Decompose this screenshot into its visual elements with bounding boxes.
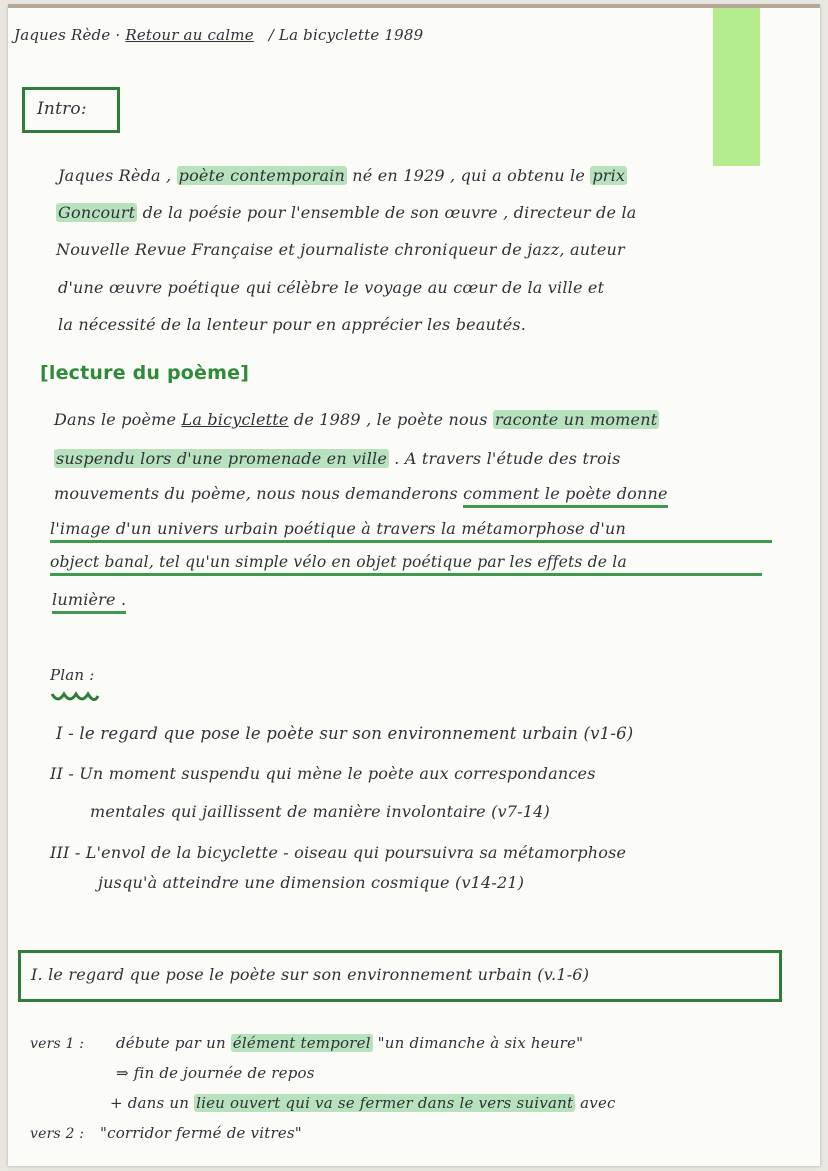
header-author: Jaques Rède · [14, 26, 121, 44]
part1-title: I. le regard que pose le poète sur son environnement urbain (v.1-6) [31, 965, 590, 984]
highlight: prix [592, 166, 626, 185]
part1-box [18, 950, 782, 1002]
intro-line-1: Jaques Rèda , poète contemporain né en 1929 , qui a obtenu le prix [58, 166, 626, 185]
plan-item-3-cont: jusqu'à atteindre une dimension cosmique (v14-21) [98, 873, 525, 892]
problematique-line-1: Dans le poème La bicyclette de 1989 , le poète nous raconte un moment [54, 410, 658, 429]
highlight: poète contemporain [178, 166, 346, 185]
intro-line-4: d'une œuvre poétique qui célèbre le voyage au cœur de la ville et [58, 278, 605, 297]
note-line-3: + dans un lieu ouvert qui va se fermer dans le vers suivant avec [110, 1094, 616, 1112]
note-line-2: ⇒ fin de journée de repos [116, 1064, 315, 1082]
highlighter-strip [713, 8, 760, 166]
problematique-line-5: object banal, tel qu'un simple vélo en objet poétique par les effets de la [50, 553, 762, 576]
intro-line-2: Goncourt de la poésie pour l'ensemble de son œuvre , directeur de la [58, 203, 637, 222]
plan-item-3: III - L'envol de la bicyclette - oiseau qui poursuivra sa métamorphose [50, 843, 627, 862]
intro-line-3: Nouvelle Revue Française et journaliste chroniqueur de jazz, auteur [56, 240, 625, 259]
intro-title: Intro: [37, 99, 87, 119]
highlight: élément temporel [232, 1034, 371, 1052]
problematique-line-3: mouvements du poème, nous nous demanderons comment le poète donne [54, 484, 668, 503]
note-line-1: débute par un élément temporel "un dimanche à six heure" [116, 1034, 584, 1052]
highlight: suspendu lors d'une promenade en ville [56, 449, 387, 468]
header-poem: / La bicyclette 1989 [268, 26, 424, 44]
note-label: vers 1 : [30, 1036, 85, 1052]
plan-item-2: II - Un moment suspendu qui mène le poète aux correspondances [50, 764, 596, 783]
note-label: vers 2 : [30, 1126, 85, 1142]
problematique-line-2: suspendu lors d'une promenade en ville . A travers l'étude des trois [56, 449, 621, 468]
wave-underline-icon [50, 690, 100, 704]
intro-line-5: la nécessité de la lenteur pour en apprécier les beautés. [58, 315, 527, 334]
plan-item-2-cont: mentales qui jaillissent de manière involontaire (v7-14) [90, 802, 550, 821]
plan-title: Plan : [50, 666, 95, 684]
highlight: raconte un moment [495, 410, 658, 429]
page-header [14, 26, 423, 44]
plan-item-1: I - le regard que pose le poète sur son environnement urbain (v1-6) [56, 724, 634, 743]
problematique-line-6: lumière . [52, 590, 126, 614]
problematique-line-4: l'image d'un univers urbain poétique à travers la métamorphose d'un [50, 519, 772, 543]
highlight: Goncourt [58, 203, 136, 222]
intro-box [22, 87, 120, 133]
header-collection: Retour au calme [125, 26, 254, 44]
page-edge [8, 4, 820, 8]
note-line-4: "corridor fermé de vitres" [100, 1124, 302, 1142]
lecture-heading: [lecture du poème] [40, 362, 250, 384]
highlight: lieu ouvert qui va se fermer dans le vers suivant [196, 1094, 574, 1112]
